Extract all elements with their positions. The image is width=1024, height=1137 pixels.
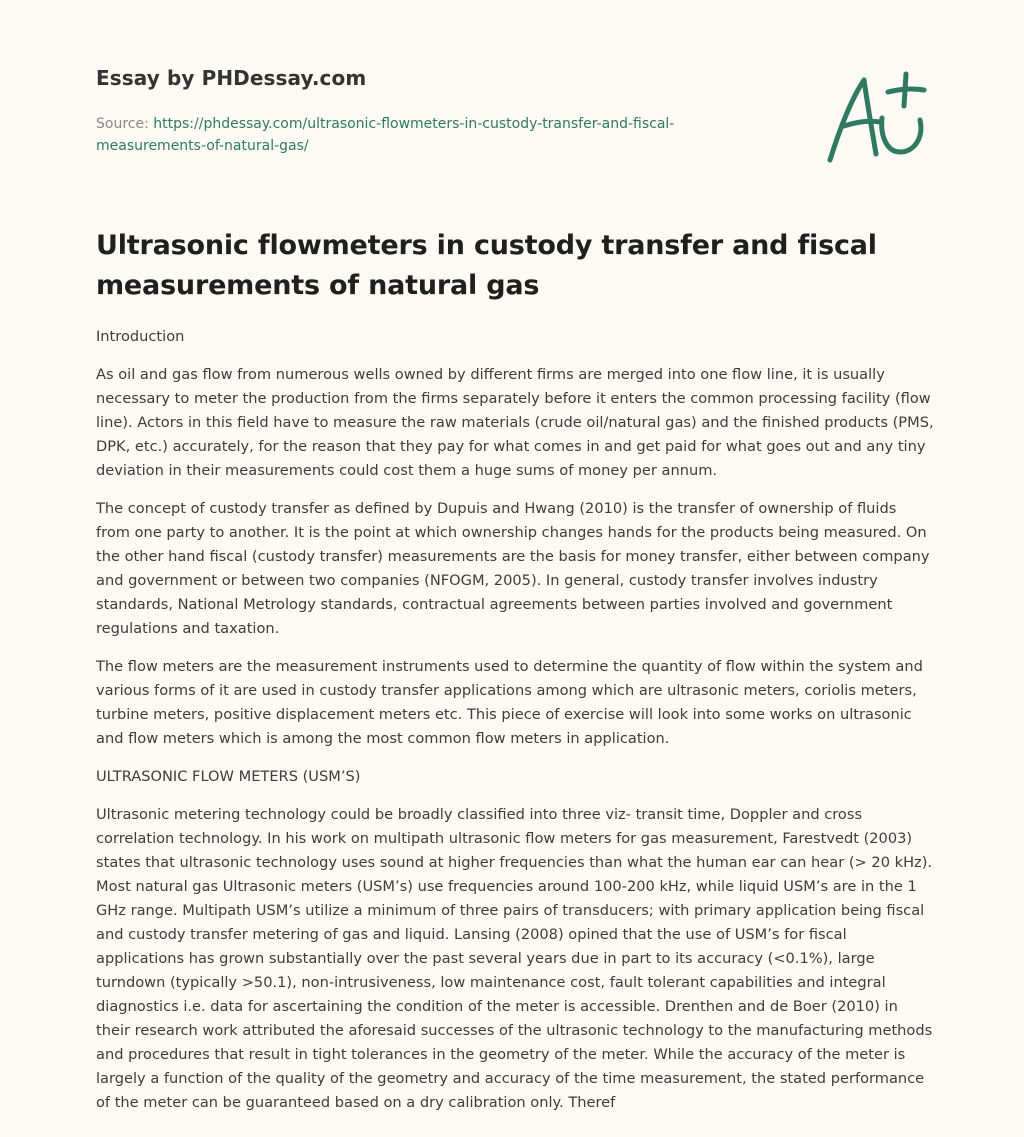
source-link[interactable]: https://phdessay.com/ultrasonic-flowmeters-in-custody-transfer-and-fiscal-measurements-of-natural-gas/ [96, 116, 675, 154]
paragraph-3: The flow meters are the measurement instruments used to determine the quantity of flow within the system and various forms of it are used in custody transfer applications among which are ultrasonic meters, coriolis meters, turbine meters, positive displacement meters etc. This piece of exercise will look into some works on ultrasonic and flow meters which is among the most common flow meters in application. [96, 658, 923, 747]
source-label: Source: [96, 116, 149, 132]
essay-title: Ultrasonic flowmeters in custody transfer and fiscal measurements of natural gas [96, 230, 877, 301]
paragraph-2: The concept of custody transfer as defined by Dupuis and Hwang (2010) is the transfer of ownership of fluids from one party to another. It is the point at which ownership changes hands for the products being measured. On the other hand fiscal (custody transfer) measurements are the basis for money transfer, either between company and government or between two companies (NFOGM, 2005). In general, custody transfer involves industry standards, National Metrology standards, contractual agreements between parties involved and government regulations and taxation. [96, 500, 930, 637]
a-plus-logo-icon [820, 68, 930, 168]
source-line [96, 113, 736, 157]
site-brand: Essay by PHDessay.com [96, 66, 367, 90]
section-heading: ULTRASONIC FLOW METERS (USM’S) [96, 768, 361, 785]
essay-body [96, 325, 934, 1129]
intro-heading: Introduction [96, 328, 185, 345]
paragraph-1: As oil and gas flow from numerous wells owned by different firms are merged into one flow line, it is usually necessary to meter the production from the firms separately before it enters the common processing facility (flow line). Actors in this field have to measure the raw materials (crude oil/natural gas) and the finished products (PMS, DPK, etc.) accurately, for the reason that they pay for what comes in and get paid for what goes out and any tiny deviation in their measurements could cost them a huge sums of money per annum. [96, 366, 934, 479]
paragraph-4: Ultrasonic metering technology could be broadly classified into three viz- transit time, Doppler and cross correlation technology. In his work on multipath ultrasonic flow meters for gas measurement, Farestvedt (2003) states that ultrasonic technology uses sound at higher frequencies than what the human ear can hear (> 20 kHz). Most natural gas Ultrasonic meters (USM’s) use frequencies around 100-200 kHz, while liquid USM’s are in the 1 GHz range. Multipath USM’s utilize a minimum of three pairs of transducers; with primary application being fiscal and custody transfer metering of gas and liquid. Lansing (2008) opined that the use of USM’s for fiscal applications has grown substantially over the past several years due in part to its accuracy (<0.1%), large turndown (typically >50.1), non-intrusiveness, low maintenance cost, fault tolerant capabilities and integral diagnostics i.e. data for ascertaining the condition of the meter is accessible. Drenthen and de Boer (2010) in their research work attributed the aforesaid successes of the ultrasonic technology to the manufacturing methods and procedures that result in tight tolerances in the geometry of the meter. While the accuracy of the meter is largely a function of the quality of the geometry and accuracy of the time measurement, the stated performance of the meter can be guaranteed based on a dry calibration only. Theref [96, 806, 933, 1111]
